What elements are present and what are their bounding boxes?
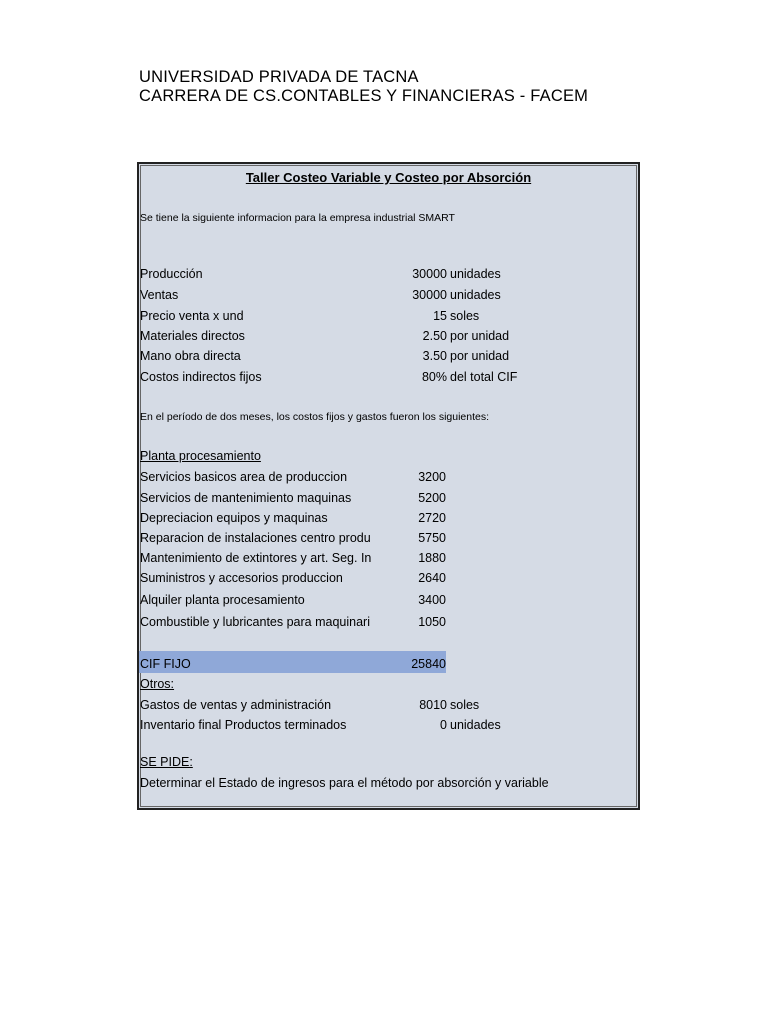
info-value-materiales: 2.50 — [422, 329, 447, 343]
info-unit-materiales: por unidad — [450, 329, 510, 343]
info-label-precio: Precio venta x und — [140, 309, 244, 323]
otros-unit-gastos: soles — [450, 698, 480, 712]
university-name: UNIVERSIDAD PRIVADA DE TACNA — [139, 68, 419, 86]
otros-value-gastos: 8010 — [419, 698, 447, 712]
plant-row-value: 1880 — [418, 551, 446, 565]
cif-fijo-label: CIF FIJO — [140, 657, 191, 671]
info-value-precio: 15 — [433, 309, 447, 323]
otros-heading: Otros: — [140, 677, 175, 691]
info-unit-mano-obra: por unidad — [450, 349, 510, 363]
info-label-ventas: Ventas — [140, 288, 179, 302]
plant-heading: Planta procesamiento — [140, 449, 261, 463]
plant-row-label: Servicios de mantenimiento maquinas — [140, 491, 352, 505]
plant-row-value: 3400 — [418, 593, 446, 607]
plant-row-value: 3200 — [418, 470, 446, 484]
career-name: CARRERA DE CS.CONTABLES Y FINANCIERAS - FACEM — [139, 87, 589, 105]
plant-row-label: Depreciacion equipos y maquinas — [140, 511, 328, 525]
plant-row-value: 5750 — [418, 531, 446, 545]
info-unit-cif: del total CIF — [450, 370, 518, 384]
plant-row-value: 2640 — [418, 571, 446, 585]
plant-row-label: Alquiler planta procesamiento — [140, 593, 305, 607]
plant-row-label: Servicios basicos area de produccion — [140, 470, 348, 484]
otros-unit-inventario: unidades — [450, 718, 501, 732]
info-value-produccion: 30000 — [412, 267, 447, 281]
worksheet-title: Taller Costeo Variable y Costeo por Absorción — [245, 170, 532, 185]
plant-row-value: 1050 — [418, 615, 446, 629]
intro-text: Se tiene la siguiente informacion para la empresa industrial SMART — [140, 212, 455, 224]
plant-row-value: 2720 — [418, 511, 446, 525]
info-label-cif: Costos indirectos fijos — [140, 370, 262, 384]
otros-value-inventario: 0 — [440, 718, 447, 732]
task-statement: Determinar el Estado de ingresos para el método por absorción y variable — [140, 776, 549, 790]
plant-row-label: Combustible y lubricantes para maquinari — [140, 615, 370, 629]
worksheet-box — [137, 162, 640, 810]
plant-row-label: Reparacion de instalaciones centro produ — [140, 531, 371, 545]
info-unit-precio: soles — [450, 309, 480, 323]
plant-row-value: 5200 — [418, 491, 446, 505]
info-label-mano-obra: Mano obra directa — [140, 349, 241, 363]
period-note: En el período de dos meses, los costos fijos y gastos fueron los siguientes: — [140, 411, 490, 423]
info-value-ventas: 30000 — [412, 288, 447, 302]
plant-row-label: Mantenimiento de extintores y art. Seg. In — [140, 551, 372, 565]
otros-label-gastos: Gastos de ventas y administración — [140, 698, 332, 712]
info-label-produccion: Producción — [140, 267, 203, 281]
info-value-mano-obra: 3.50 — [422, 349, 447, 363]
info-unit-produccion: unidades — [450, 267, 501, 281]
cif-fijo-value: 25840 — [411, 657, 446, 671]
document-header — [139, 68, 588, 106]
plant-row-label: Suministros y accesorios produccion — [140, 571, 343, 585]
otros-label-inventario: Inventario final Productos terminados — [140, 718, 347, 732]
info-label-materiales: Materiales directos — [140, 329, 245, 343]
info-unit-ventas: unidades — [450, 288, 501, 302]
info-value-cif: 80% — [421, 370, 447, 384]
se-pide-heading: SE PIDE: — [140, 755, 193, 769]
